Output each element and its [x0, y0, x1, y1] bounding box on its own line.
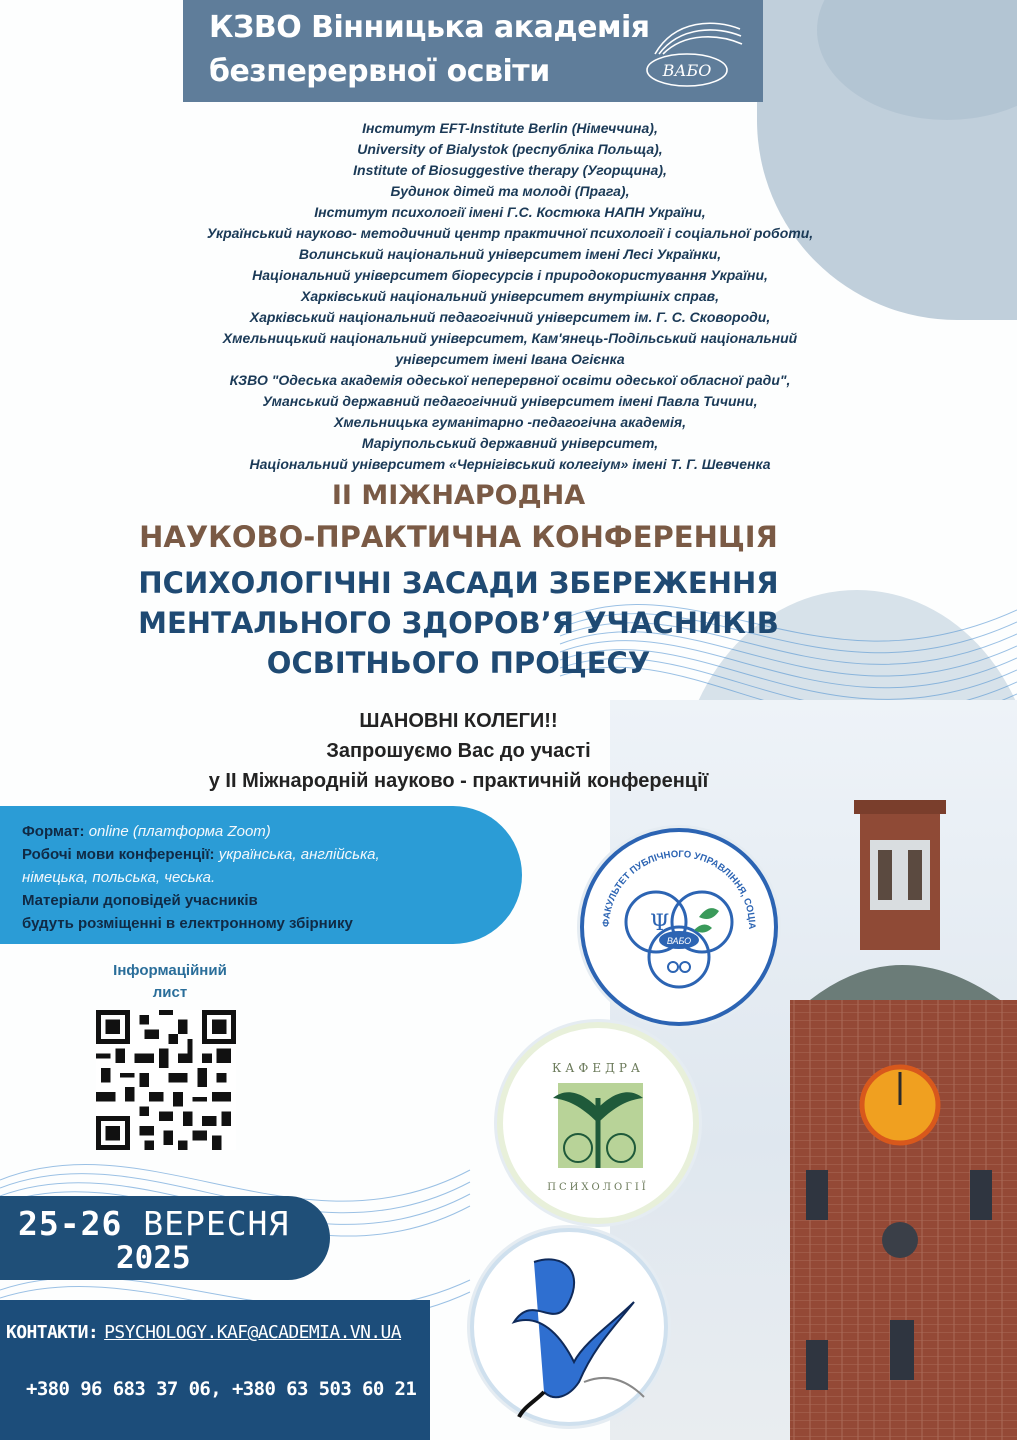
materials-line1: Матеріали доповідей учасників — [22, 892, 258, 909]
qr-caption-line2: лист — [152, 984, 188, 1001]
invitation-line2: Запрошуємо Вас до участі — [326, 740, 591, 762]
contact-email-link[interactable]: PSYCHOLOGY.KAF@ACADEMIA.VN.UA — [104, 1322, 402, 1343]
partner-line: Інститут психології імені Г.С. Костюка НАПН України, — [314, 204, 706, 220]
theme-line3: ОСВІТНЬОГО ПРОЦЕСУ — [266, 646, 651, 680]
conference-info-box — [0, 806, 522, 944]
invitation-text — [0, 706, 917, 796]
qr-caption-line1: Інформаційний — [113, 962, 227, 979]
partner-line: Український науково- методичний центр практичної психології і соціальної роботи, — [206, 225, 814, 241]
theme-line2: МЕНТАЛЬНОГО ЗДОРОВ’Я УЧАСНИКІВ — [138, 606, 779, 640]
svg-text:Ψ: Ψ — [650, 911, 670, 936]
partner-line: Національний університет біоресурсів і природокористування України, — [252, 267, 768, 283]
academy-title-line1: КЗВО Вінницька академія — [209, 10, 650, 45]
department-emblem-icon — [503, 1028, 693, 1218]
format-label: Формат: — [22, 823, 85, 840]
partner-line: Будинок дітей та молоді (Прага), — [390, 183, 630, 199]
event-days: 25-26 — [18, 1204, 123, 1243]
conference-edition: II МІЖНАРОДНА — [331, 480, 586, 511]
partners-list — [60, 118, 960, 475]
partner-line: Харківський національний педагогічний університет ім. Г. С. Сковороди, — [249, 309, 771, 325]
partner-line: Уманський державний педагогічний університет імені Павла Тичини, — [262, 393, 758, 409]
partner-line: Маріупольський державний університет, — [361, 435, 659, 451]
theme-line1: ПСИХОЛОГІЧНІ ЗАСАДИ ЗБЕРЕЖЕННЯ — [138, 566, 779, 600]
partner-line: Хмельницька гуманітарно -педагогічна академія, — [333, 414, 686, 430]
contacts-box — [0, 1300, 430, 1440]
partner-line: КЗВО "Одеська академія одеської неперервної освіти одеської обласної ради", — [229, 372, 791, 388]
conference-theme — [0, 563, 917, 683]
svg-text:ФАКУЛЬТЕТ ПУБЛІЧНОГО УПРАВЛІНН: ФАКУЛЬТЕТ ПУБЛІЧНОГО УПРАВЛІННЯ, СОЦІА — [600, 848, 758, 930]
svg-text:ПСИХОЛОГІЇ: ПСИХОЛОГІЇ — [547, 1182, 649, 1193]
conference-type: НАУКОВО-ПРАКТИЧНА КОНФЕРЕНЦІЯ — [139, 520, 778, 554]
contacts-email-line — [6, 1322, 401, 1343]
event-date — [18, 1204, 289, 1243]
header-banner — [183, 0, 763, 102]
partner-line: Institute of Biosuggestive therapy (Угорщина), — [353, 162, 667, 178]
faculty-emblem-icon — [584, 832, 774, 1022]
partner-line: Волинський національний університет імені Лесі Українки, — [298, 246, 722, 262]
invitation-greeting: ШАНОВНІ КОЛЕГИ!! — [359, 710, 558, 732]
partner-line: Національний університет «Чернігівський колегіум» імені Т. Г. Шевченка — [249, 456, 771, 472]
vabo-logo-icon — [625, 14, 745, 94]
faculty-logo — [580, 828, 778, 1026]
academy-title-line2: безперервної освіти — [209, 54, 550, 89]
partner-line: університет імені Івана Огієнка — [395, 351, 625, 367]
svg-text:ВАБО: ВАБО — [666, 936, 692, 946]
bird-icon — [474, 1232, 664, 1422]
qr-caption — [95, 960, 245, 1004]
event-year: 2025 — [116, 1240, 191, 1276]
event-month: ВЕРЕСНЯ — [143, 1204, 290, 1243]
format-value: online (платформа Zoom) — [88, 823, 271, 840]
materials-line2: будуть розміщенні в електронному збірнику — [22, 915, 353, 932]
languages-value: українська, англійська, — [218, 846, 380, 863]
svg-text:ВАБО: ВАБО — [662, 61, 712, 80]
languages-value-cont: німецька, польська, чеська. — [22, 869, 216, 886]
event-date-box — [0, 1196, 330, 1280]
department-logo — [497, 1022, 699, 1224]
contacts-label: КОНТАКТИ: — [6, 1322, 99, 1343]
academy-title — [209, 6, 650, 94]
qr-code[interactable] — [96, 1010, 236, 1150]
partner-line: University of Bialystok (республіка Польща), — [357, 141, 663, 157]
invitation-line3: у II Міжнародній науково - практичній конференції — [208, 770, 709, 792]
partner-line: Харківський національний університет внутрішніх справ, — [301, 288, 719, 304]
svg-text:КАФЕДРА: КАФЕДРА — [551, 1061, 645, 1075]
water-tower-image — [770, 780, 1017, 1440]
partner-line: Хмельницький національний університет, Кам'янець-Подільський національний — [222, 330, 798, 346]
bird-logo — [470, 1228, 668, 1426]
contact-phones[interactable]: +380 96 683 37 06, +380 63 503 60 21 — [26, 1378, 417, 1400]
partner-line: Інститут EFT-Institute Berlin (Німеччина), — [362, 120, 658, 136]
languages-label: Робочі мови конференції: — [22, 846, 215, 863]
